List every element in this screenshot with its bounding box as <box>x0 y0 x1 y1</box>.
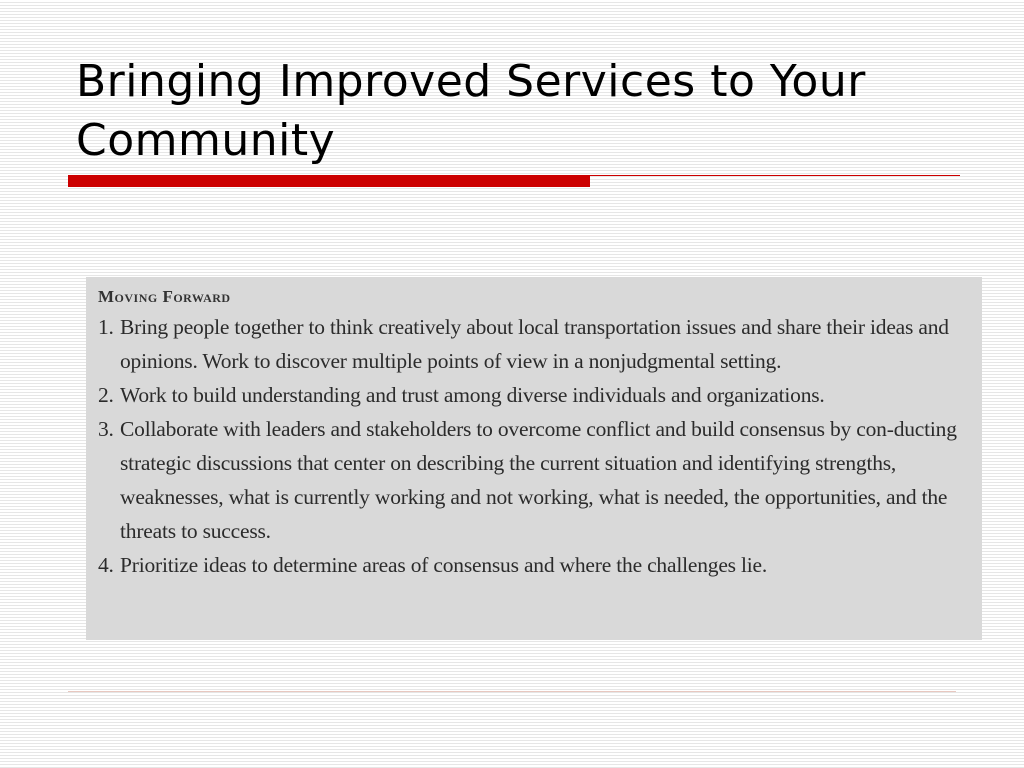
footer-divider <box>68 691 956 692</box>
list-item-text: Work to build understanding and trust among diverse individuals and organizations. <box>120 383 825 407</box>
list-item-text: Collaborate with leaders and stakeholders to overcome conflict and build consensus by con-ducting strategic discussions that center on describing the current situation and identifying strengths, weaknesses, what is currently working and not working, what is needed, the opportunities, and the threats to success. <box>120 417 957 543</box>
list-item-text: Bring people together to think creatively about local transportation issues and share their ideas and opinions. Work to discover multiple points of view in a nonjudgmental setting. <box>120 315 949 373</box>
scanned-text-image <box>86 277 982 640</box>
list-item <box>98 378 968 412</box>
title-accent-bar <box>68 175 590 187</box>
list-item-text: Prioritize ideas to determine areas of consensus and where the challenges lie. <box>120 553 768 577</box>
list-item <box>98 310 968 378</box>
moving-forward-list <box>98 310 968 582</box>
list-item-number: 4. <box>98 553 114 577</box>
title-accent-line <box>590 175 960 176</box>
list-item <box>98 412 968 548</box>
list-item-number: 1. <box>98 315 114 339</box>
list-item-number: 3. <box>98 417 114 441</box>
scan-heading: Moving Forward <box>98 287 231 306</box>
list-item-number: 2. <box>98 383 114 407</box>
slide-title: Bringing Improved Services to Your Community <box>76 56 866 166</box>
list-item <box>98 548 968 582</box>
